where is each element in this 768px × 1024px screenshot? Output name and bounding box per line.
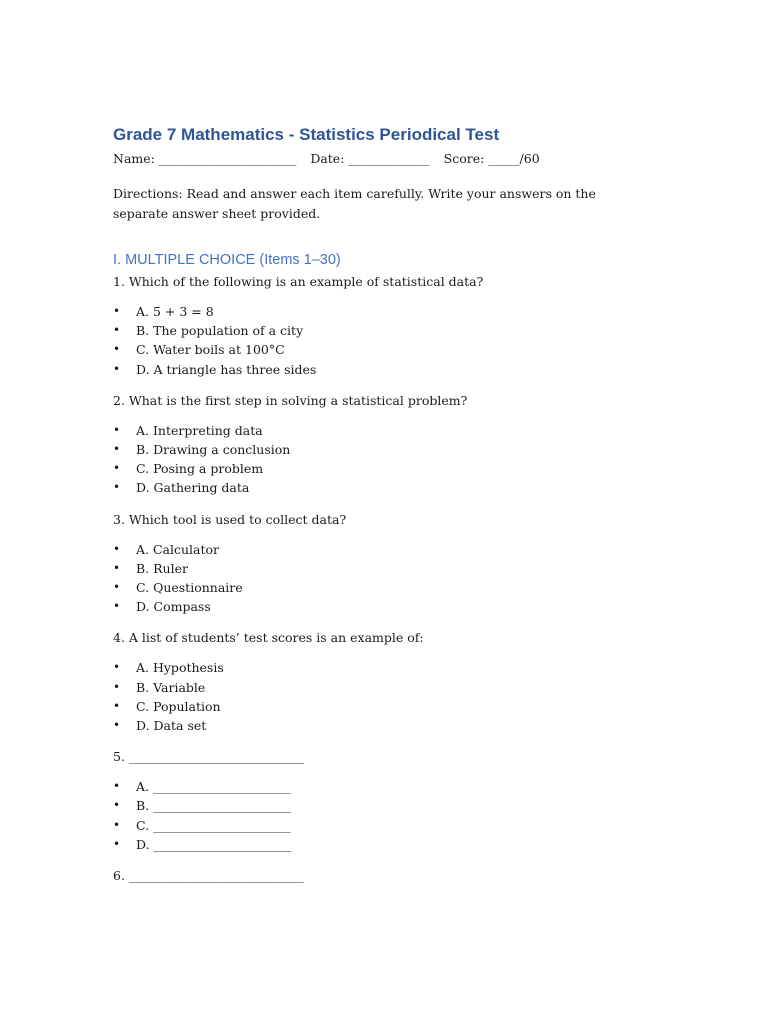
bullet-icon: • <box>113 698 121 713</box>
bullet-icon: • <box>113 836 121 851</box>
bullet-icon: • <box>113 461 121 476</box>
header-fields <box>113 150 653 168</box>
choice-text: C. Population <box>136 698 221 714</box>
bullet-icon: • <box>113 560 121 575</box>
choice-text: C. Water boils at 100°C <box>136 342 285 358</box>
question-1 <box>113 272 653 379</box>
bullet-icon: • <box>113 718 121 733</box>
choice-item <box>113 340 653 359</box>
question-2 <box>113 391 653 498</box>
bullet-icon: • <box>113 304 121 318</box>
choice-item <box>113 321 653 340</box>
choice-list <box>113 302 653 379</box>
question-text: 6. ____________________________ <box>113 868 304 884</box>
choice-text: A. Interpreting data <box>136 422 263 438</box>
choice-text: A. 5 + 3 = 8 <box>136 304 214 319</box>
bullet-icon: • <box>113 660 121 675</box>
bullet-icon: • <box>113 442 121 457</box>
choice-item <box>113 816 653 835</box>
choice-text: D. A triangle has three sides <box>136 361 317 377</box>
choice-text: D. Data set <box>136 718 207 734</box>
choice-text: D. ______________________ <box>136 836 292 852</box>
choice-item <box>113 777 653 796</box>
question-text: 2. What is the first step in solving a statistical problem? <box>113 392 468 408</box>
score-field: Score: _____/60 <box>443 151 540 166</box>
question-text: 4. A list of students’ test scores is an example of: <box>113 630 424 646</box>
bullet-icon: • <box>113 323 121 338</box>
choice-item <box>113 302 653 321</box>
test-title: Grade 7 Mathematics - Statistics Periodical Test <box>113 125 500 144</box>
directions: Directions: Read and answer each item carefully. Write your answers on the separate answer sheet provided. <box>113 186 596 221</box>
choice-item <box>113 459 653 478</box>
bullet-icon: • <box>113 580 121 595</box>
question-text: 5. ____________________________ <box>113 749 304 765</box>
choice-item <box>113 578 653 597</box>
choice-item <box>113 678 653 697</box>
choice-list <box>113 540 653 617</box>
choice-item <box>113 540 653 559</box>
choice-text: A. Calculator <box>136 541 220 557</box>
choice-list <box>113 777 653 854</box>
choice-item <box>113 559 653 578</box>
choice-item <box>113 597 653 616</box>
bullet-icon: • <box>113 817 121 832</box>
choice-list <box>113 658 653 735</box>
choice-text: A. ______________________ <box>136 779 291 795</box>
bullet-icon: • <box>113 480 121 495</box>
document-content <box>113 124 653 886</box>
bullet-icon: • <box>113 798 121 813</box>
date-field: Date: _____________ <box>310 151 430 166</box>
bullet-icon: • <box>113 779 121 794</box>
bullet-icon: • <box>113 422 121 437</box>
choice-text: D. Compass <box>136 599 211 615</box>
question-6 <box>113 866 653 886</box>
choice-text: B. Variable <box>136 679 206 695</box>
choice-text: B. The population of a city <box>136 323 304 339</box>
choice-text: C. ______________________ <box>136 817 291 833</box>
choice-text: A. Hypothesis <box>136 660 224 676</box>
question-3 <box>113 510 653 617</box>
question-4 <box>113 628 653 735</box>
choice-item <box>113 796 653 815</box>
bullet-icon: • <box>113 599 121 614</box>
question-5 <box>113 747 653 854</box>
name-field: Name: ______________________ <box>113 151 297 166</box>
choice-item <box>113 478 653 497</box>
bullet-icon: • <box>113 541 121 556</box>
question-text: 3. Which tool is used to collect data? <box>113 511 347 527</box>
choice-text: B. Drawing a conclusion <box>136 442 291 458</box>
section-heading: I. MULTIPLE CHOICE (Items 1–30) <box>113 252 341 268</box>
choice-text: C. Questionnaire <box>136 580 243 596</box>
choice-item <box>113 697 653 716</box>
choice-text: D. Gathering data <box>136 480 250 496</box>
choice-item <box>113 360 653 379</box>
question-text: 1. Which of the following is an example of statistical data? <box>113 274 484 289</box>
choice-item <box>113 716 653 735</box>
choice-text: C. Posing a problem <box>136 461 264 477</box>
bullet-icon: • <box>113 679 121 694</box>
choice-item <box>113 440 653 459</box>
choice-item <box>113 835 653 854</box>
choice-text: B. Ruler <box>136 560 188 576</box>
choice-list <box>113 421 653 498</box>
choice-item <box>113 421 653 440</box>
bullet-icon: • <box>113 342 121 357</box>
choice-item <box>113 658 653 677</box>
choice-text: B. ______________________ <box>136 798 291 814</box>
bullet-icon: • <box>113 361 121 376</box>
